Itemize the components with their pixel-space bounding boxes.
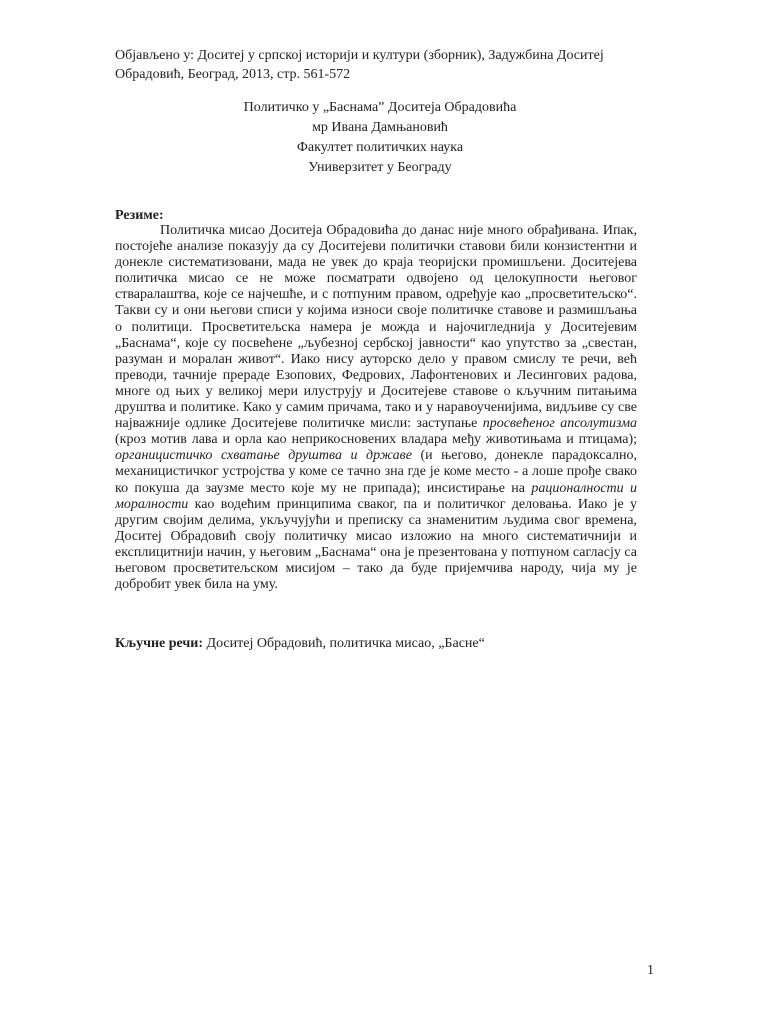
faculty-name: Факултет политичких наука [296,140,464,155]
author-name: мр Ивана Дамњановић [312,120,448,135]
keywords-text: Доситеј Обрадовић, политичка мисао, „Басне“ [203,636,485,651]
abstract-italic-1: просвећеног апсолутизма [482,416,638,432]
page-number: 1 [647,963,654,978]
abstract-text-2: (кроз мотив лава и орла као неприкосновених владара међу животињама и птицама); [115,432,637,448]
abstract-italic-2: органицистичко схватање друштва и државе [115,448,412,464]
publication-note: Објављено у: Доситеј у српској историји и култури (зборник), Задужбина Доситеј Обрадовић, Београд, 2013, стр. 561-572 [115,48,604,82]
abstract-italic-3: рационалности и моралности [115,480,637,512]
title-block [115,98,645,178]
abstract-text-1: Политичка мисао Доситеја Обрадовића до данас није много обрађивана. Ипак, постојеће анализе показују да су Доситејеви политички ставови били конзистентни и донекле систематизовани, мада не увек до краја теоријски промишљени. Доситејева политичка мисао се не може посматрати одвојено од целокупности његовог стваралаштва, које се најчешће, и с потпуним правом, одређује као „просветитељско“. Такви су и они његови списи у којима износи своје политичке ставове и размишљања о политици. Просветитељска намера је можда и најочигледнија у Доситејевим „Баснама“, које су посвећене „љубезној сербској јавности“ као упутство за „свестан, разуман и моралан живот“. Иако нису ауторско дело у правом смислу те речи, већ преводи, тачније прераде Езопових, Федрових, Лафонтенових и Лесингових радова, многе од њих у великој мери илуструју и Доситејеве ставове о кључним питањима друштва и политике. Како у самим причама, тако и у наравоученијима, видљиве су све најважније одлике Доситејеве политичке мисли: заступање [115,223,637,432]
abstract-text-4: као водећим принципима сваког, па и политичког деловања. Иако је у другим својим делима, укључујући и преписку са знаменитим људима свог времена, Доситеј Обрадовић своју политичку мисао изложио на много систематичнији и експлицитнији начин, у његовим „Баснама“ она је презентована у потпуном сагласју са његовом просветитељском мисијом – тако да буде пријемчива народу, чија му је добробит увек била на уму. [115,496,637,593]
keywords-label: Кључне речи: [115,636,204,651]
university-name: Универзитет у Београду [308,160,452,175]
keywords-line [115,636,645,652]
abstract-text-3: (и његово, донекле парадоксално, механицистичког устројства у коме се тачно зна где је коме место - а лоше прође свако ко покуша да заузме место које му не припада); инсистирање на [115,448,637,496]
abstract-body [115,223,637,593]
paper-title: Политичко у „Баснама” Доситеја Обрадовића [243,100,517,115]
abstract-heading: Резиме: [115,208,164,223]
